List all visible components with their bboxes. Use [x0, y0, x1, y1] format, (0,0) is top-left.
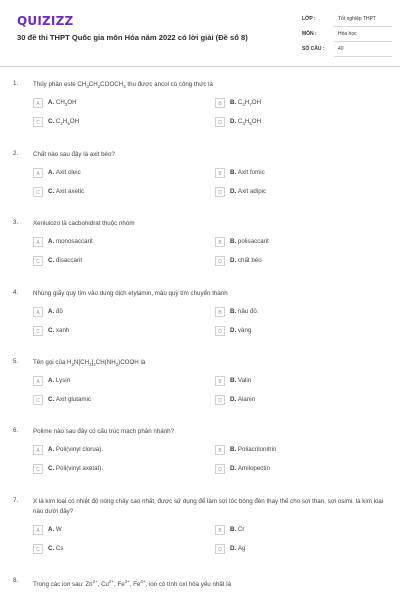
option-text: B. polisaccarit — [230, 238, 269, 245]
answer-option-b[interactable] — [215, 525, 385, 537]
option-letter-box: C — [33, 117, 43, 127]
option-letter-box: D — [215, 464, 225, 474]
meta-count-value: 40 — [338, 46, 344, 52]
answer-option-b[interactable] — [215, 237, 385, 249]
option-text: A. Lysin — [48, 377, 71, 384]
answer-option-a[interactable] — [33, 98, 203, 110]
option-text: A. đỏ — [48, 308, 63, 315]
answer-option-c[interactable] — [33, 395, 203, 407]
answer-option-c[interactable] — [33, 256, 203, 268]
option-text: B. nâu đỏ. — [230, 308, 259, 315]
answer-option-d[interactable] — [215, 395, 385, 407]
option-text: C. Axit axetic — [48, 188, 85, 195]
option-letter-box: C — [33, 544, 43, 554]
answer-option-a[interactable] — [33, 168, 203, 180]
answer-option-b[interactable] — [215, 376, 385, 388]
option-text: A. Axit oleic — [48, 169, 81, 176]
question-number: 8. — [13, 577, 19, 584]
option-letter-box: B — [215, 376, 225, 386]
option-text: D. vàng — [230, 327, 252, 334]
answer-option-c[interactable] — [33, 464, 203, 476]
meta-class-underline — [334, 26, 392, 27]
question-number: 1. — [13, 80, 19, 87]
option-text: C. $C_2H_5OH$ — [48, 118, 80, 127]
answer-option-d[interactable] — [215, 326, 385, 338]
option-letter-box: B — [215, 98, 225, 108]
option-text: B. $C_3H_7OH$ — [230, 99, 262, 108]
option-letter-box: A — [33, 237, 43, 247]
option-text: A. W — [48, 526, 62, 533]
meta-class-value: Tốt nghiệp THPT — [338, 16, 376, 22]
option-text: B. Cr — [230, 526, 245, 533]
option-text: D. $C_3H_5OH$ — [230, 118, 262, 127]
answer-option-c[interactable] — [33, 117, 203, 129]
option-text: B. Valin — [230, 377, 252, 384]
question-text: Trong các ion sau: $Zn^{2+}$, $Cu^{2+}$, $Fe^{2+}$, $Fe^{3+}$, ion có tính oxi hóa yếu nhất là — [33, 579, 232, 589]
answer-option-d[interactable] — [215, 464, 385, 476]
question-text: Thủy phân este $CH_3CH_2COOCH_3$ thu được ancol có công thức là — [33, 81, 213, 90]
question-text: X là kim loại có nhiệt độ nóng chảy cao nhất, được sử dụng để làm sợi tóc bóng đèn thay thế cho sợi than, sợi osimi. là kim loại nào dưới đây? — [33, 498, 384, 515]
option-text: A. Poli(vinyl clorua). — [48, 446, 104, 453]
answer-option-b[interactable] — [215, 307, 385, 319]
question-text: Tên gọi của $H_2N[CH_2]_4CH(NH_2)COOH$ là — [33, 359, 146, 368]
option-text: A. monosaccarit — [48, 238, 93, 245]
quizizz-logo: QUIZIZZ — [17, 14, 74, 28]
option-letter-box: B — [215, 307, 225, 317]
meta-class-row — [302, 13, 392, 27]
option-letter-box: C — [33, 464, 43, 474]
question-number: 2. — [13, 150, 19, 157]
question-text: Nhúng giấy quỳ tím vào dung dịch etylamin, màu quỳ tím chuyển thành — [33, 290, 228, 297]
option-letter-box: C — [33, 187, 43, 197]
answer-option-b[interactable] — [215, 445, 385, 457]
meta-subject-underline — [334, 41, 392, 42]
worksheet-header — [0, 0, 400, 62]
option-text: C. Cs — [48, 545, 64, 552]
answer-option-a[interactable] — [33, 376, 203, 388]
worksheet-title: 30 đề thi THPT Quốc gia môn Hóa năm 2022 có lời giải (Đề số 8) — [17, 33, 248, 42]
option-text: D. Axit adipic — [230, 188, 267, 195]
option-letter-box: A — [33, 98, 43, 108]
meta-subject-value: Hóa học — [338, 31, 357, 37]
answer-option-b[interactable] — [215, 168, 385, 180]
option-letter-box: D — [215, 326, 225, 336]
answer-option-c[interactable] — [33, 544, 203, 556]
option-letter-box: A — [33, 307, 43, 317]
option-text: A. $CH_3OH$ — [48, 99, 77, 108]
meta-subject-label: MÔN : — [302, 31, 317, 37]
answer-option-c[interactable] — [33, 326, 203, 338]
option-letter-box: A — [33, 525, 43, 535]
answer-option-d[interactable] — [215, 187, 385, 199]
option-letter-box: B — [215, 445, 225, 455]
option-text: B. Poliacrilonitrin — [230, 446, 277, 453]
option-text: C. Poli(vinyl axetat). — [48, 465, 104, 472]
question-number: 6. — [13, 427, 19, 434]
option-letter-box: D — [215, 187, 225, 197]
meta-class-label: LỚP : — [302, 16, 316, 22]
question-number: 4. — [13, 289, 19, 296]
answer-option-d[interactable] — [215, 117, 385, 129]
option-text: B. Axit fomic — [230, 169, 265, 176]
answer-option-c[interactable] — [33, 187, 203, 199]
question-text: Polime nào sau đây có cấu trúc mạch phân nhánh? — [33, 428, 175, 435]
option-letter-box: B — [215, 237, 225, 247]
option-letter-box: B — [215, 525, 225, 535]
option-letter-box: A — [33, 445, 43, 455]
answer-option-a[interactable] — [33, 307, 203, 319]
option-text: C. đisaccarit — [48, 257, 83, 264]
answer-option-b[interactable] — [215, 98, 385, 110]
answer-option-a[interactable] — [33, 237, 203, 249]
option-letter-box: C — [33, 395, 43, 405]
option-text: D. Alanin — [230, 396, 256, 403]
answer-option-d[interactable] — [215, 256, 385, 268]
option-letter-box: D — [215, 256, 225, 266]
option-text: D. chất béo — [230, 257, 262, 264]
option-text: C. xanh — [48, 327, 70, 334]
option-letter-box: A — [33, 168, 43, 178]
option-letter-box: C — [33, 326, 43, 336]
answer-option-d[interactable] — [215, 544, 385, 556]
question-text: Chất nào sau đây là axit béo? — [33, 151, 115, 158]
answer-option-a[interactable] — [33, 525, 203, 537]
meta-count-row — [302, 43, 392, 57]
option-letter-box: D — [215, 544, 225, 554]
meta-count-underline — [334, 56, 392, 57]
question-number: 5. — [13, 358, 19, 365]
option-text: C. Axit glutamic — [48, 396, 91, 403]
option-text: D. Amilopectin — [230, 465, 270, 472]
option-text: D. Ag — [230, 545, 246, 552]
question-text: Xenlulozo là cacbohidrat thuộc nhóm — [33, 220, 135, 227]
option-letter-box: D — [215, 395, 225, 405]
meta-subject-row — [302, 28, 392, 42]
answer-option-a[interactable] — [33, 445, 203, 457]
option-letter-box: D — [215, 117, 225, 127]
option-letter-box: B — [215, 168, 225, 178]
header-divider — [0, 66, 400, 67]
meta-count-label: SỐ CÂU : — [302, 46, 325, 52]
question-number: 7. — [13, 497, 19, 504]
question-number: 3. — [13, 219, 19, 226]
option-letter-box: C — [33, 256, 43, 266]
option-letter-box: A — [33, 376, 43, 386]
